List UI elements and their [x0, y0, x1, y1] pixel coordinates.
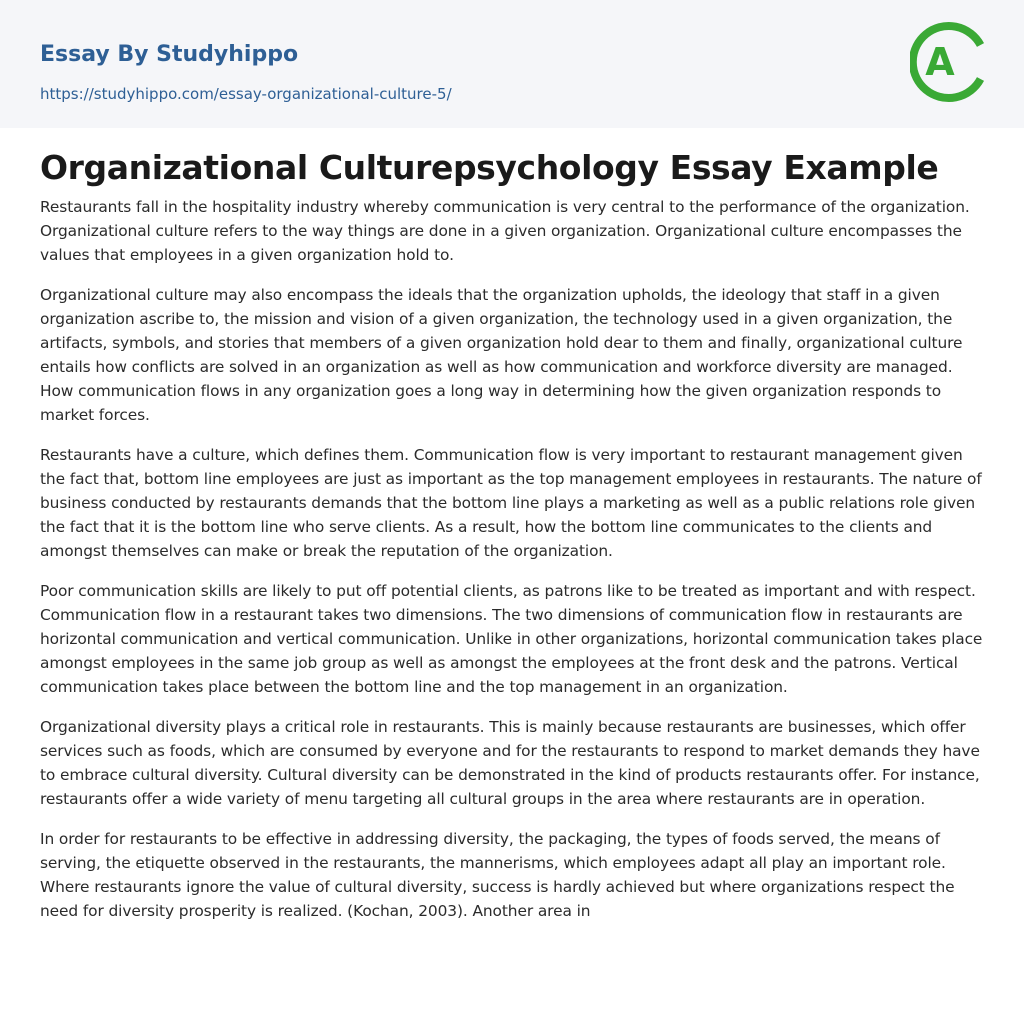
- essay-body: [40, 195, 986, 923]
- essay-paragraph: Restaurants fall in the hospitality industry whereby communication is very central to the performance of the organization. Organizational culture refers to the way things are done in a given organization. Organizational culture encompasses the values that employees in a given organization hold to.: [40, 198, 970, 264]
- page-title: Organizational Culturepsychology Essay Example: [40, 148, 939, 187]
- site-header: [0, 0, 1024, 128]
- essay-paragraph: Organizational diversity plays a critical role in restaurants. This is mainly because restaurants are businesses, which offer services such as foods, which are consumed by everyone and for the restaurants to respond to market demands they have to embrace cultural diversity. Cultural diversity can be demonstrated in the kind of products restaurants offer. For instance, restaurants offer a wide variety of menu targeting all cultural groups in the area where restaurants are in operation.: [40, 718, 980, 808]
- essay-paragraph: Organizational culture may also encompass the ideals that the organization upholds, the ideology that staff in a given organization ascribe to, the mission and vision of a given organization, the technology used in a given organization, the artifacts, symbols, and stories that members of a given organization hold dear to them and finally, organizational culture entails how conflicts are solved in an organization as well as how communication and workforce diversity are managed. How communication flows in any organization goes a long way in determining how the given organization responds to market forces.: [40, 286, 963, 424]
- logo-letter: A: [925, 40, 955, 84]
- essay-paragraph: Poor communication skills are likely to put off potential clients, as patrons like to be treated as important and with respect. Communication flow in a restaurant takes two dimensions. The two dimensions of communication flow in restaurants are horizontal communication and vertical communication. Unlike in other organizations, horizontal communication takes place amongst employees in the same job group as well as amongst the employees at the front desk and the patrons. Vertical communication takes place between the bottom line and the top management in an organization.: [40, 582, 983, 696]
- brand-title[interactable]: Essay By Studyhippo: [40, 42, 299, 67]
- essay-content: [40, 128, 986, 939]
- circle-a-logo-icon[interactable]: [910, 17, 988, 107]
- essay-url-link[interactable]: https://studyhippo.com/essay-organizational-culture-5/: [40, 85, 452, 103]
- essay-paragraph: Restaurants have a culture, which defines them. Communication flow is very important to restaurant management given the fact that, bottom line employees are just as important as the top management employees in restaurants. The nature of business conducted by restaurants demands that the bottom line plays a marketing as well as a public relations role given the fact that it is the bottom line who serve clients. As a result, how the bottom line communicates to the clients and amongst themselves can make or break the reputation of the organization.: [40, 446, 982, 560]
- essay-paragraph: In order for restaurants to be effective in addressing diversity, the packaging, the types of foods served, the means of serving, the etiquette observed in the restaurants, the mannerisms, which employees adapt all play an important role. Where restaurants ignore the value of cultural diversity, success is hardly achieved but where organizations respect the need for diversity prosperity is realized. (Kochan, 2003). Another area in: [40, 830, 955, 920]
